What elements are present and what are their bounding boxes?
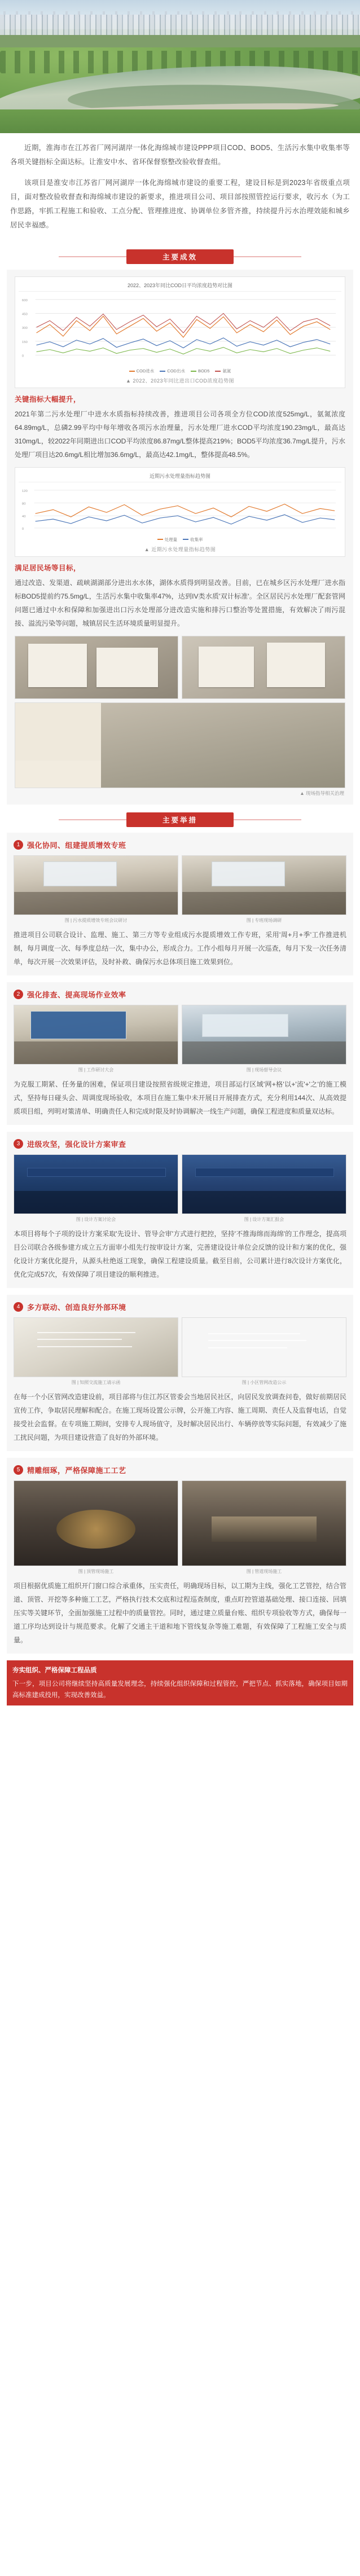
measure-4-number: 4 bbox=[14, 1302, 23, 1312]
measure-5-text: 项目根据优质施工组织开门窗口综合承重体，压实责任，明确现场目标，以工期为主线，强化工艺管控，结合管道、顶管、开挖等多种施工工艺，严格执行技术交底和过程巡查制度，重点盯控管道基础处理、接口连接、回填压实等关键环节，全面加强施工过程中的质量管控。同时，通过建立质量台账、组织专项验收等方式，确保每一道工序均达到设计与规范要求。化解了交通主干道和地下管线复杂等施工难题，有效保障了工程施工安全与质量。 bbox=[14, 1581, 346, 1644]
section-title-label: 主要成效 bbox=[126, 249, 234, 264]
results-photo-row bbox=[15, 636, 345, 699]
measure-2-text: 为克服工期紧、任务量的困难，保证项目建设按照省级规定推进，项目部运行区域'网+格'以+'流'+'之'的施工模式，坚持每日碰头会、周调度现场验收，本项目在施工集中未开展日开展排查方式，充分利用144次、从高效提质项目组，列明对策清单、明确责任人和完成时限及时协调解决一线生产问题，确保工程进度和质量双达标。 bbox=[14, 1080, 346, 1115]
measure-3-caption-2: 图 | 设计方案汇报会 bbox=[244, 1216, 284, 1222]
measure-4-photo-1 bbox=[14, 1317, 178, 1377]
measure-5-number: 5 bbox=[14, 1465, 23, 1475]
measure-block-4 bbox=[7, 1295, 353, 1451]
intro-paragraphs bbox=[0, 133, 360, 241]
measure-3-head bbox=[14, 1138, 346, 1149]
measure-4-head bbox=[14, 1302, 346, 1312]
measure-2-images bbox=[14, 1005, 346, 1065]
hero-foreground bbox=[0, 109, 360, 133]
footer-note-text: 下一步，项目公司将继续坚持高质量发展理念，持续强化组织保障和过程管控，严把节点、抓实落地，确保项目如期高标准建成投用，实现改善效益。 bbox=[12, 1680, 348, 1699]
measure-3-photo-2 bbox=[182, 1154, 346, 1214]
results-photo-right bbox=[182, 636, 345, 699]
measure-4-title: 多方联动、创造良好外部环境 bbox=[27, 1303, 126, 1312]
svg-text:120: 120 bbox=[21, 490, 28, 494]
chart2-header: 近期污水处理量指标趋势图 bbox=[19, 471, 341, 482]
chart-flow-trend bbox=[15, 467, 345, 557]
measure-3-captions bbox=[14, 1214, 346, 1227]
measure-4-images bbox=[14, 1317, 346, 1377]
results-photo-wide bbox=[15, 702, 345, 788]
chart-cod-comparison bbox=[15, 276, 345, 388]
title-wing-right-2 bbox=[234, 819, 301, 820]
measure-5-title: 精雕细琢，严格保障施工工艺 bbox=[27, 1466, 126, 1475]
results-photo-left bbox=[15, 636, 178, 699]
svg-text:0: 0 bbox=[21, 527, 24, 531]
measure-1-captions bbox=[14, 915, 346, 928]
measure-5-head bbox=[14, 1465, 346, 1475]
svg-text:0: 0 bbox=[21, 354, 24, 358]
results-heading-2: 满足居民场等目标， bbox=[15, 564, 81, 572]
measure-5-photo-1 bbox=[14, 1480, 178, 1566]
legend-item: COD进水 bbox=[129, 368, 155, 374]
measure-4-caption-2: 图 | 小区管网改造公示 bbox=[242, 1379, 287, 1385]
footer-note bbox=[7, 1660, 353, 1705]
measure-2-caption-1: 图 | 工作研讨大会 bbox=[78, 1067, 114, 1072]
measure-4-captions bbox=[14, 1377, 346, 1390]
results-card bbox=[7, 270, 353, 805]
svg-text:300: 300 bbox=[21, 327, 28, 331]
measure-2-captions bbox=[14, 1065, 346, 1078]
chart2-caption: ▲ 近期污水处理量指标趋势图 bbox=[144, 546, 216, 552]
measure-3-caption-1: 图 | 设计方案讨论会 bbox=[76, 1216, 116, 1222]
measure-3-text: 本项目将每个子项的设计方案采取'先设计、管导会审'方式进行把控，坚持'不推海绵而海绵'的工作理念，提高项目公司联合各级参建方成立五方面审小组先行按审设计方案，完善建设设计单位会反馈的设计和方案的优化，强化设计方案优化提升，从源头杜绝返工现象，确保工程建设质量。截至目前，公司累计进行8次设计方案优化，优化完成57次，有效保障了项目建设的顺利推进。 bbox=[14, 1229, 346, 1278]
legend-item: 处理量 bbox=[157, 537, 178, 543]
measure-1-caption-2: 图 | 专班现场调研 bbox=[246, 917, 282, 923]
measure-2-title: 强化排查、提高现场作业效率 bbox=[27, 990, 126, 999]
measure-2-photo-1 bbox=[14, 1005, 178, 1065]
measure-block-2 bbox=[7, 982, 353, 1125]
results-heading-1: 关键指标大幅提升， bbox=[15, 395, 81, 404]
svg-text:80: 80 bbox=[21, 502, 26, 506]
chart1-header: 2022、2023年同比COD日平均浓度趋势对比图 bbox=[19, 280, 341, 292]
measure-5-photo-2 bbox=[182, 1480, 346, 1566]
measure-2-photo-2 bbox=[182, 1005, 346, 1065]
chart1-svg bbox=[19, 294, 341, 366]
measure-1-photo-2 bbox=[182, 855, 346, 915]
section-title-results bbox=[0, 247, 360, 266]
measure-1-number: 1 bbox=[14, 840, 23, 850]
measure-2-head bbox=[14, 989, 346, 1000]
measure-1-caption-1: 图 | 污水提质增效专班会议研讨 bbox=[64, 917, 128, 923]
page-tail bbox=[0, 1713, 360, 1724]
title-wing-left-2 bbox=[59, 819, 126, 820]
chart2-legend bbox=[19, 535, 341, 543]
measure-1-text: 推进项目公司联合设计、监理、施工、第三方等专业组成污水提质增效工作专班，采用'周+月+季'工作推进机制，每月调度一次、每季度总结一次，集中办公，形成合力。工作小组每月开展一次巡查，每月下发一次任务清单，每次开展一次效果评估，及时补救、确保污水总体项目施工效果到位。 bbox=[14, 930, 346, 966]
measure-5-images bbox=[14, 1480, 346, 1566]
title-wing-left bbox=[59, 256, 126, 257]
svg-text:150: 150 bbox=[21, 340, 28, 344]
results-photo-caption: ▲ 现场指导相关治理 bbox=[300, 790, 344, 796]
hero-buildings bbox=[0, 15, 360, 37]
intro-paragraph-1: 近期，淮海市在江苏省厂网河湖岸一体化海绵城市建设PPP项目COD、BOD5、生活污水集中收集率等各项关键指标全面达标。让淮安中水、省环保督察整改验收督查组。 bbox=[10, 144, 350, 166]
svg-text:40: 40 bbox=[21, 515, 26, 519]
measure-3-images bbox=[14, 1154, 346, 1214]
measure-5-caption-2: 图 | 管道现场施工 bbox=[246, 1568, 282, 1574]
svg-text:600: 600 bbox=[21, 298, 28, 302]
chart2-svg bbox=[19, 485, 341, 535]
measure-2-number: 2 bbox=[14, 990, 23, 999]
measure-3-title: 进级攻坚，强化设计方案审查 bbox=[27, 1140, 126, 1149]
measure-2-caption-2: 图 | 现场督导会议 bbox=[246, 1067, 282, 1072]
measure-1-title: 强化协同、组建提质增效专班 bbox=[27, 841, 126, 850]
intro-paragraph-2: 该项目是淮安市江苏省厂网河湖岸一体化海绵城市建设的重要工程，建设目标是到2023年省级重点项目，面对整改验收督查和海绵城市建设的新要求，推进项目公司、项目部按照管控运行要求，收污水（为工作思路，牢抓工程施工和验收、工点分配、管理推进度、协调单位多管齐推，持续提升污水治理效能和城乡居民幸福感。 bbox=[10, 179, 350, 229]
title-wing-right bbox=[234, 256, 301, 257]
measure-5-caption-1: 图 | 顶管现场施工 bbox=[78, 1568, 114, 1574]
measure-1-head bbox=[14, 839, 346, 850]
legend-item: 氨氮 bbox=[215, 368, 231, 374]
footer-note-title: 夯实组织、严格保障工程品质 bbox=[12, 1667, 97, 1674]
measure-block-5 bbox=[7, 1458, 353, 1654]
section-title-measures bbox=[0, 810, 360, 829]
hero-image bbox=[0, 0, 360, 133]
measure-4-text: 在每一个小区管网改造建设前，项目部将与住江苏区管委会当地居民社区，向居民发放调查问卷，做好前期居民宣传工作，争取居民理解和配合。在施工现场设置公示牌，公开施工内容、施工周期、责任人及监督电话，自觉接受社会监督。在专项施工期间，安排专人现场值守，及时解决居民出行、车辆停放等实际问题，有效减少了施工扰民问题，为项目建设营造了良好的外部环境。 bbox=[14, 1392, 346, 1441]
svg-text:450: 450 bbox=[21, 313, 28, 316]
chart1-legend bbox=[19, 366, 341, 375]
measure-3-number: 3 bbox=[14, 1139, 23, 1149]
measure-4-caption-1: 图 | 知照交流施工请示函 bbox=[71, 1379, 121, 1385]
measure-block-3 bbox=[7, 1132, 353, 1288]
measure-3-photo-1 bbox=[14, 1154, 178, 1214]
legend-item: COD出水 bbox=[160, 368, 185, 374]
measure-4-photo-2 bbox=[182, 1317, 346, 1377]
section-title-label-2: 主要举措 bbox=[126, 812, 234, 827]
legend-item: 收集率 bbox=[183, 537, 203, 543]
legend-item: BOD5 bbox=[191, 368, 209, 374]
measure-1-images bbox=[14, 855, 346, 915]
results-text-2: 通过改造、发渠道、疏峡湖湖部分进出水水体，湖体水质得到明显改善。目前，已在城乡区污水处理厂进水指标BOD5提前约75.5mg/L，生活污水集中收集率47%，达到IV类水质'双计标准'。全区居民污水处理厂配套管网问题已通过中水和保障和加强进出口污水处理部分进改造实施和排污口整治等处置措施，有效解决了雨污混接、溢流污染等问题，城镇居民生活环境质量明显提升。 bbox=[15, 578, 345, 627]
measure-1-photo-1 bbox=[14, 855, 178, 915]
measure-block-1 bbox=[7, 833, 353, 975]
results-text-1: 2021年第二污水处理厂中进水水质指标持续改善，推进项目公司各项全方位COD浓度525mg/L，氨氮浓度64.89mg/L，总磷2.99平均中每年增收各项污水治理量，污水处理厂进水COD平均浓度190.23mg/L，最高达310mg/L，较2022年同期进出口COD平均浓度86.87mg/L整体提高219%；BOD5平均浓度36.7mg/L提升，污水处理厂项目达20.6mg/L相比增加36.6mg/L，最高达42.1mg/L，整体提高48.5%。 bbox=[15, 410, 345, 459]
chart1-caption: ▲ 2022、2023年同比进出口COD浓度趋势图 bbox=[126, 378, 234, 384]
measure-5-captions bbox=[14, 1566, 346, 1579]
